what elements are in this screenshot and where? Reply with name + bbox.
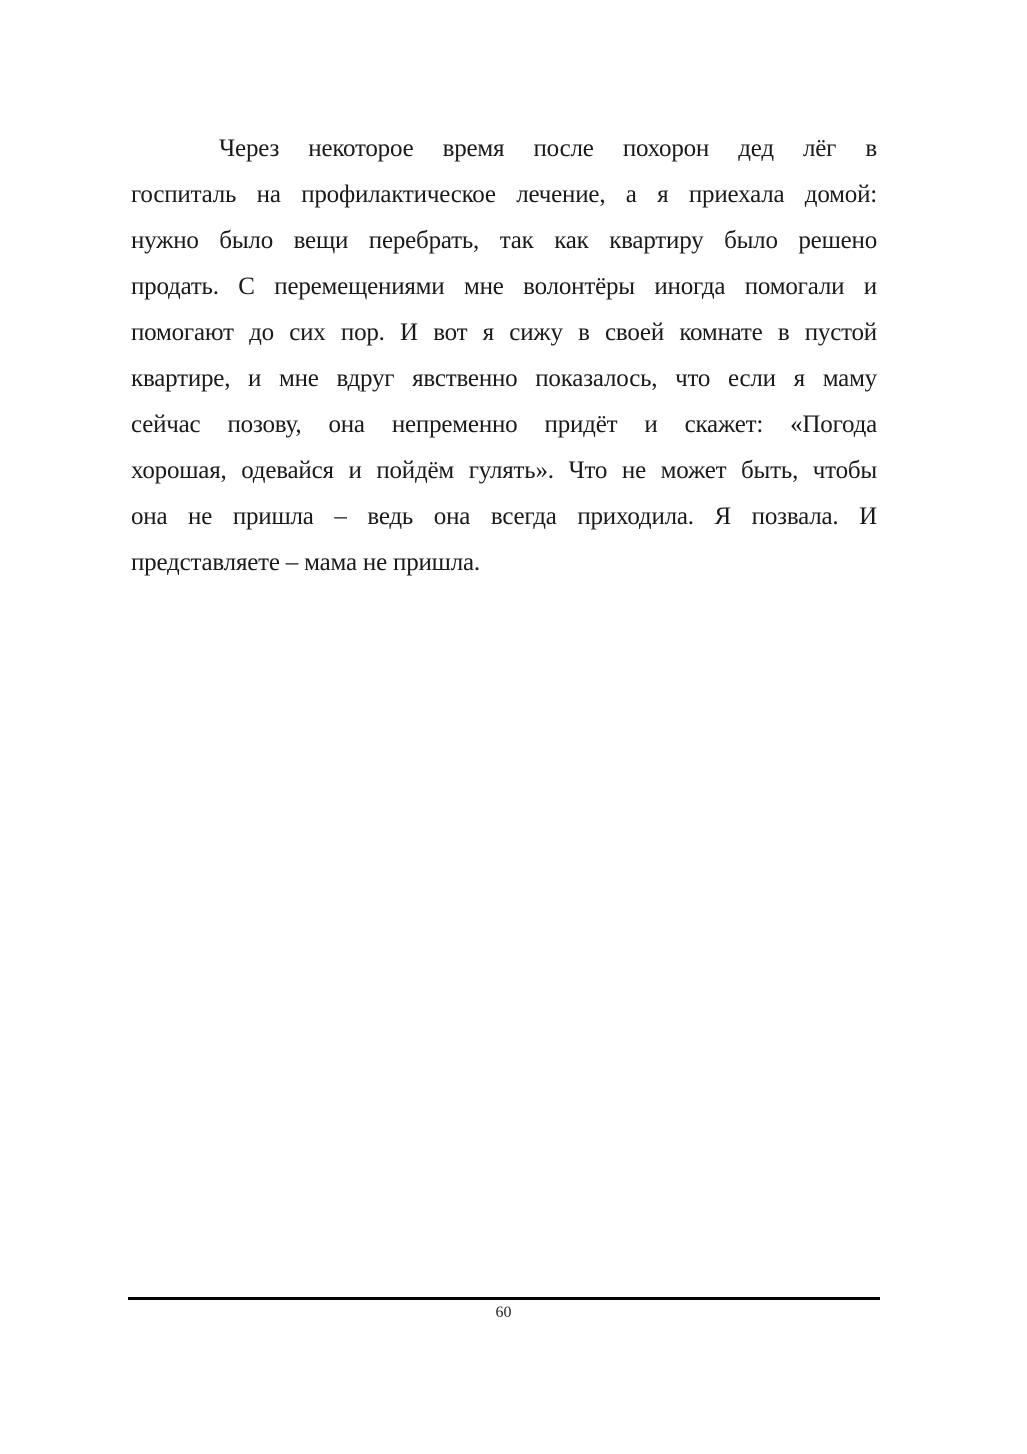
page-number: 60 <box>495 1304 512 1321</box>
paragraph-line: сейчас позову, она непременно придёт и скажет: «Погода <box>131 411 877 438</box>
paragraph-line: представляете – мама не пришла. <box>131 549 480 576</box>
body-paragraph <box>131 126 877 586</box>
footer-divider <box>128 1297 880 1300</box>
paragraph-line: госпиталь на профилактическое лечение, а я приехала домой: <box>131 181 877 208</box>
paragraph-line: Через некоторое время после похорон дед лёг в <box>219 135 877 162</box>
paragraph-line: хорошая, одевайся и пойдём гулять». Что не может быть, чтобы <box>131 457 877 484</box>
paragraph-line: нужно было вещи перебрать, так как квартиру было решено <box>131 227 877 254</box>
paragraph-line: она не пришла – ведь она всегда приходила. Я позвала. И <box>131 503 877 530</box>
paragraph-line: помогают до сих пор. И вот я сижу в своей комнате в пустой <box>131 319 877 346</box>
paragraph-line: продать. С перемещениями мне волонтёры иногда помогали и <box>131 273 877 300</box>
paragraph-line: квартире, и мне вдруг явственно показалось, что если я маму <box>131 365 877 392</box>
